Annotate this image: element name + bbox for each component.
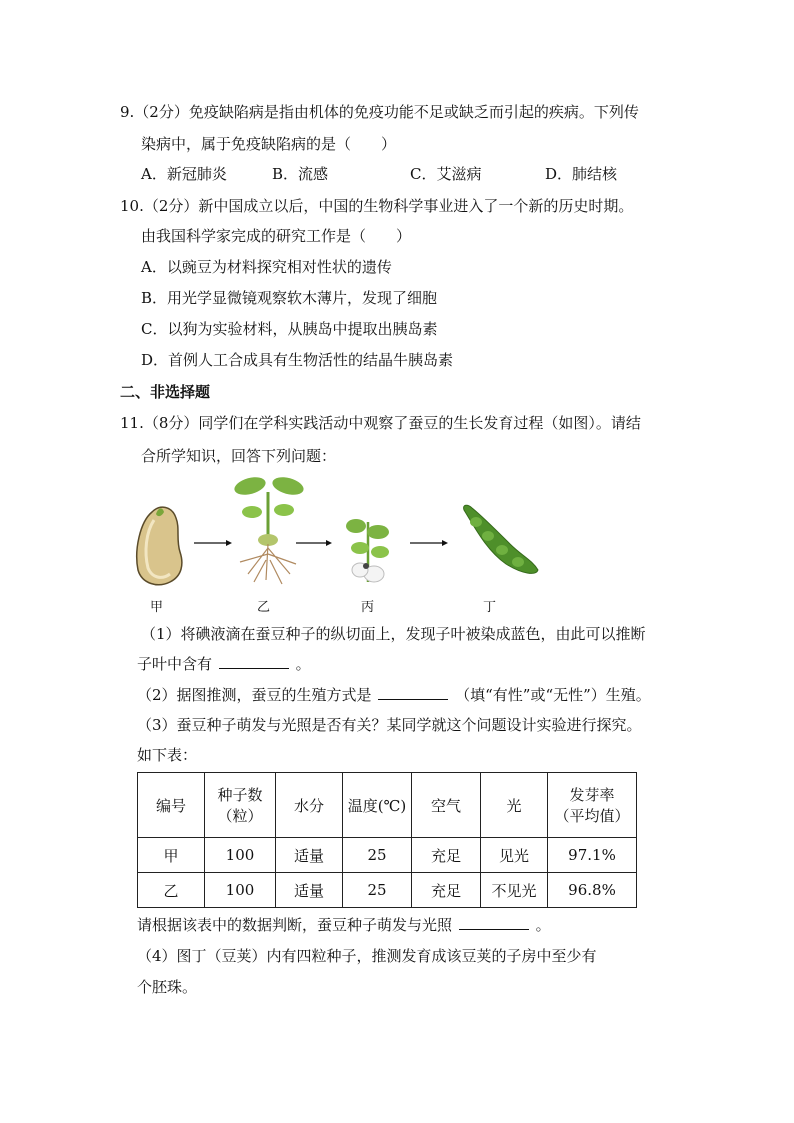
table-header-cell: 温度(℃) bbox=[343, 773, 412, 838]
q11-part1-text: 子叶中含有 bbox=[137, 655, 213, 673]
table-header-cell: 光 bbox=[481, 773, 548, 838]
q11-part3-line3 bbox=[137, 915, 551, 935]
arrow-icon bbox=[194, 540, 232, 546]
table-cell: 25 bbox=[343, 873, 412, 908]
q10-option-c: C．以狗为实验材料，从胰岛中提取出胰岛素 bbox=[141, 320, 438, 338]
q11-part3-line1: （3）蚕豆种子萌发与光照是否有关？某同学就这个问题设计实验进行探究。 bbox=[137, 716, 642, 734]
seedling-image bbox=[232, 474, 305, 584]
q11-part2-line bbox=[137, 685, 651, 705]
answer-blank bbox=[459, 915, 529, 930]
q9-option-c: C．艾滋病 bbox=[410, 165, 482, 183]
figure-label-yi: 乙 bbox=[257, 600, 271, 615]
q10-stem-line2: 由我国科学家完成的研究工作是（ ） bbox=[141, 227, 412, 245]
q10-option-b: B．用光学显微镜观察软木薄片，发现了细胞 bbox=[141, 289, 438, 307]
q9-stem-line2: 染病中，属于免疫缺陷病的是（ ） bbox=[141, 135, 397, 153]
table-cell: 96.8% bbox=[548, 873, 637, 908]
table-header-cell: 种子数 （粒） bbox=[205, 773, 276, 838]
table-header-row bbox=[138, 773, 637, 838]
table-header-cell: 发芽率 （平均值） bbox=[548, 773, 637, 838]
figure-label-bing: 丙 bbox=[361, 600, 375, 615]
q11-part2-text: （2）据图推测，蚕豆的生殖方式是 bbox=[137, 686, 372, 704]
section-heading: 二、非选择题 bbox=[120, 383, 211, 401]
figure-label-ding: 丁 bbox=[483, 600, 497, 615]
q11-part1-line2 bbox=[137, 654, 311, 674]
q11-stem-line2: 合所学知识，回答下列问题： bbox=[141, 447, 337, 465]
q11-part4-line2: 个胚珠。 bbox=[137, 978, 198, 996]
q11-part3-text: 请根据该表中的数据判断，蚕豆种子萌发与光照 bbox=[137, 916, 453, 934]
q9-option-d: D．肺结核 bbox=[545, 165, 618, 183]
flowering-plant-image bbox=[346, 519, 389, 582]
table-cell: 适量 bbox=[276, 838, 343, 873]
table-header-cell: 空气 bbox=[412, 773, 481, 838]
table-cell: 甲 bbox=[138, 838, 205, 873]
q11-part3-end: 。 bbox=[535, 916, 551, 934]
bean-pod-image bbox=[464, 505, 538, 573]
q10-stem-line1: 10.（2分）新中国成立以后，中国的生物科学事业进入了一个新的历史时期。 bbox=[120, 197, 634, 215]
table-cell: 充足 bbox=[412, 838, 481, 873]
table-row bbox=[138, 873, 637, 908]
q11-part2-end: （填“有性”或“无性”）生殖。 bbox=[455, 686, 651, 704]
answer-blank bbox=[219, 654, 289, 669]
experiment-table bbox=[137, 772, 637, 908]
table-cell: 97.1% bbox=[548, 838, 637, 873]
table-cell: 100 bbox=[205, 838, 276, 873]
table-row bbox=[138, 838, 637, 873]
q10-option-d: D．首例人工合成具有生物活性的结晶牛胰岛素 bbox=[141, 351, 454, 369]
q9-stem-line1: 9.（2分）免疫缺陷病是指由机体的免疫功能不足或缺乏而引起的疾病。下列传 bbox=[120, 103, 639, 121]
arrow-icon bbox=[410, 540, 448, 546]
arrow-icon bbox=[296, 540, 332, 546]
table-cell: 不见光 bbox=[481, 873, 548, 908]
table-cell: 25 bbox=[343, 838, 412, 873]
q10-option-a: A．以豌豆为材料探究相对性状的遗传 bbox=[141, 258, 392, 276]
table-cell: 适量 bbox=[276, 873, 343, 908]
table-header-cell: 水分 bbox=[276, 773, 343, 838]
table-cell: 乙 bbox=[138, 873, 205, 908]
q11-stem-line1: 11.（8分）同学们在学科实践活动中观察了蚕豆的生长发育过程（如图）。请结 bbox=[120, 414, 641, 432]
seed-image bbox=[137, 507, 182, 585]
table-cell: 充足 bbox=[412, 873, 481, 908]
table-header-cell: 编号 bbox=[138, 773, 205, 838]
answer-blank bbox=[378, 685, 448, 700]
q11-part3-line2: 如下表： bbox=[137, 746, 198, 764]
table-cell: 见光 bbox=[481, 838, 548, 873]
q9-option-b: B．流感 bbox=[272, 165, 329, 183]
q9-option-a: A．新冠肺炎 bbox=[141, 165, 227, 183]
q11-part1-line1: （1）将碘液滴在蚕豆种子的纵切面上，发现子叶被染成蓝色，由此可以推断 bbox=[141, 625, 646, 643]
table-cell: 100 bbox=[205, 873, 276, 908]
q11-part4-line1: （4）图丁（豆荚）内有四粒种子，推测发育成该豆荚的子房中至少有 bbox=[137, 947, 597, 965]
figure-label-jia: 甲 bbox=[150, 600, 164, 615]
q11-part1-end: 。 bbox=[295, 655, 311, 673]
